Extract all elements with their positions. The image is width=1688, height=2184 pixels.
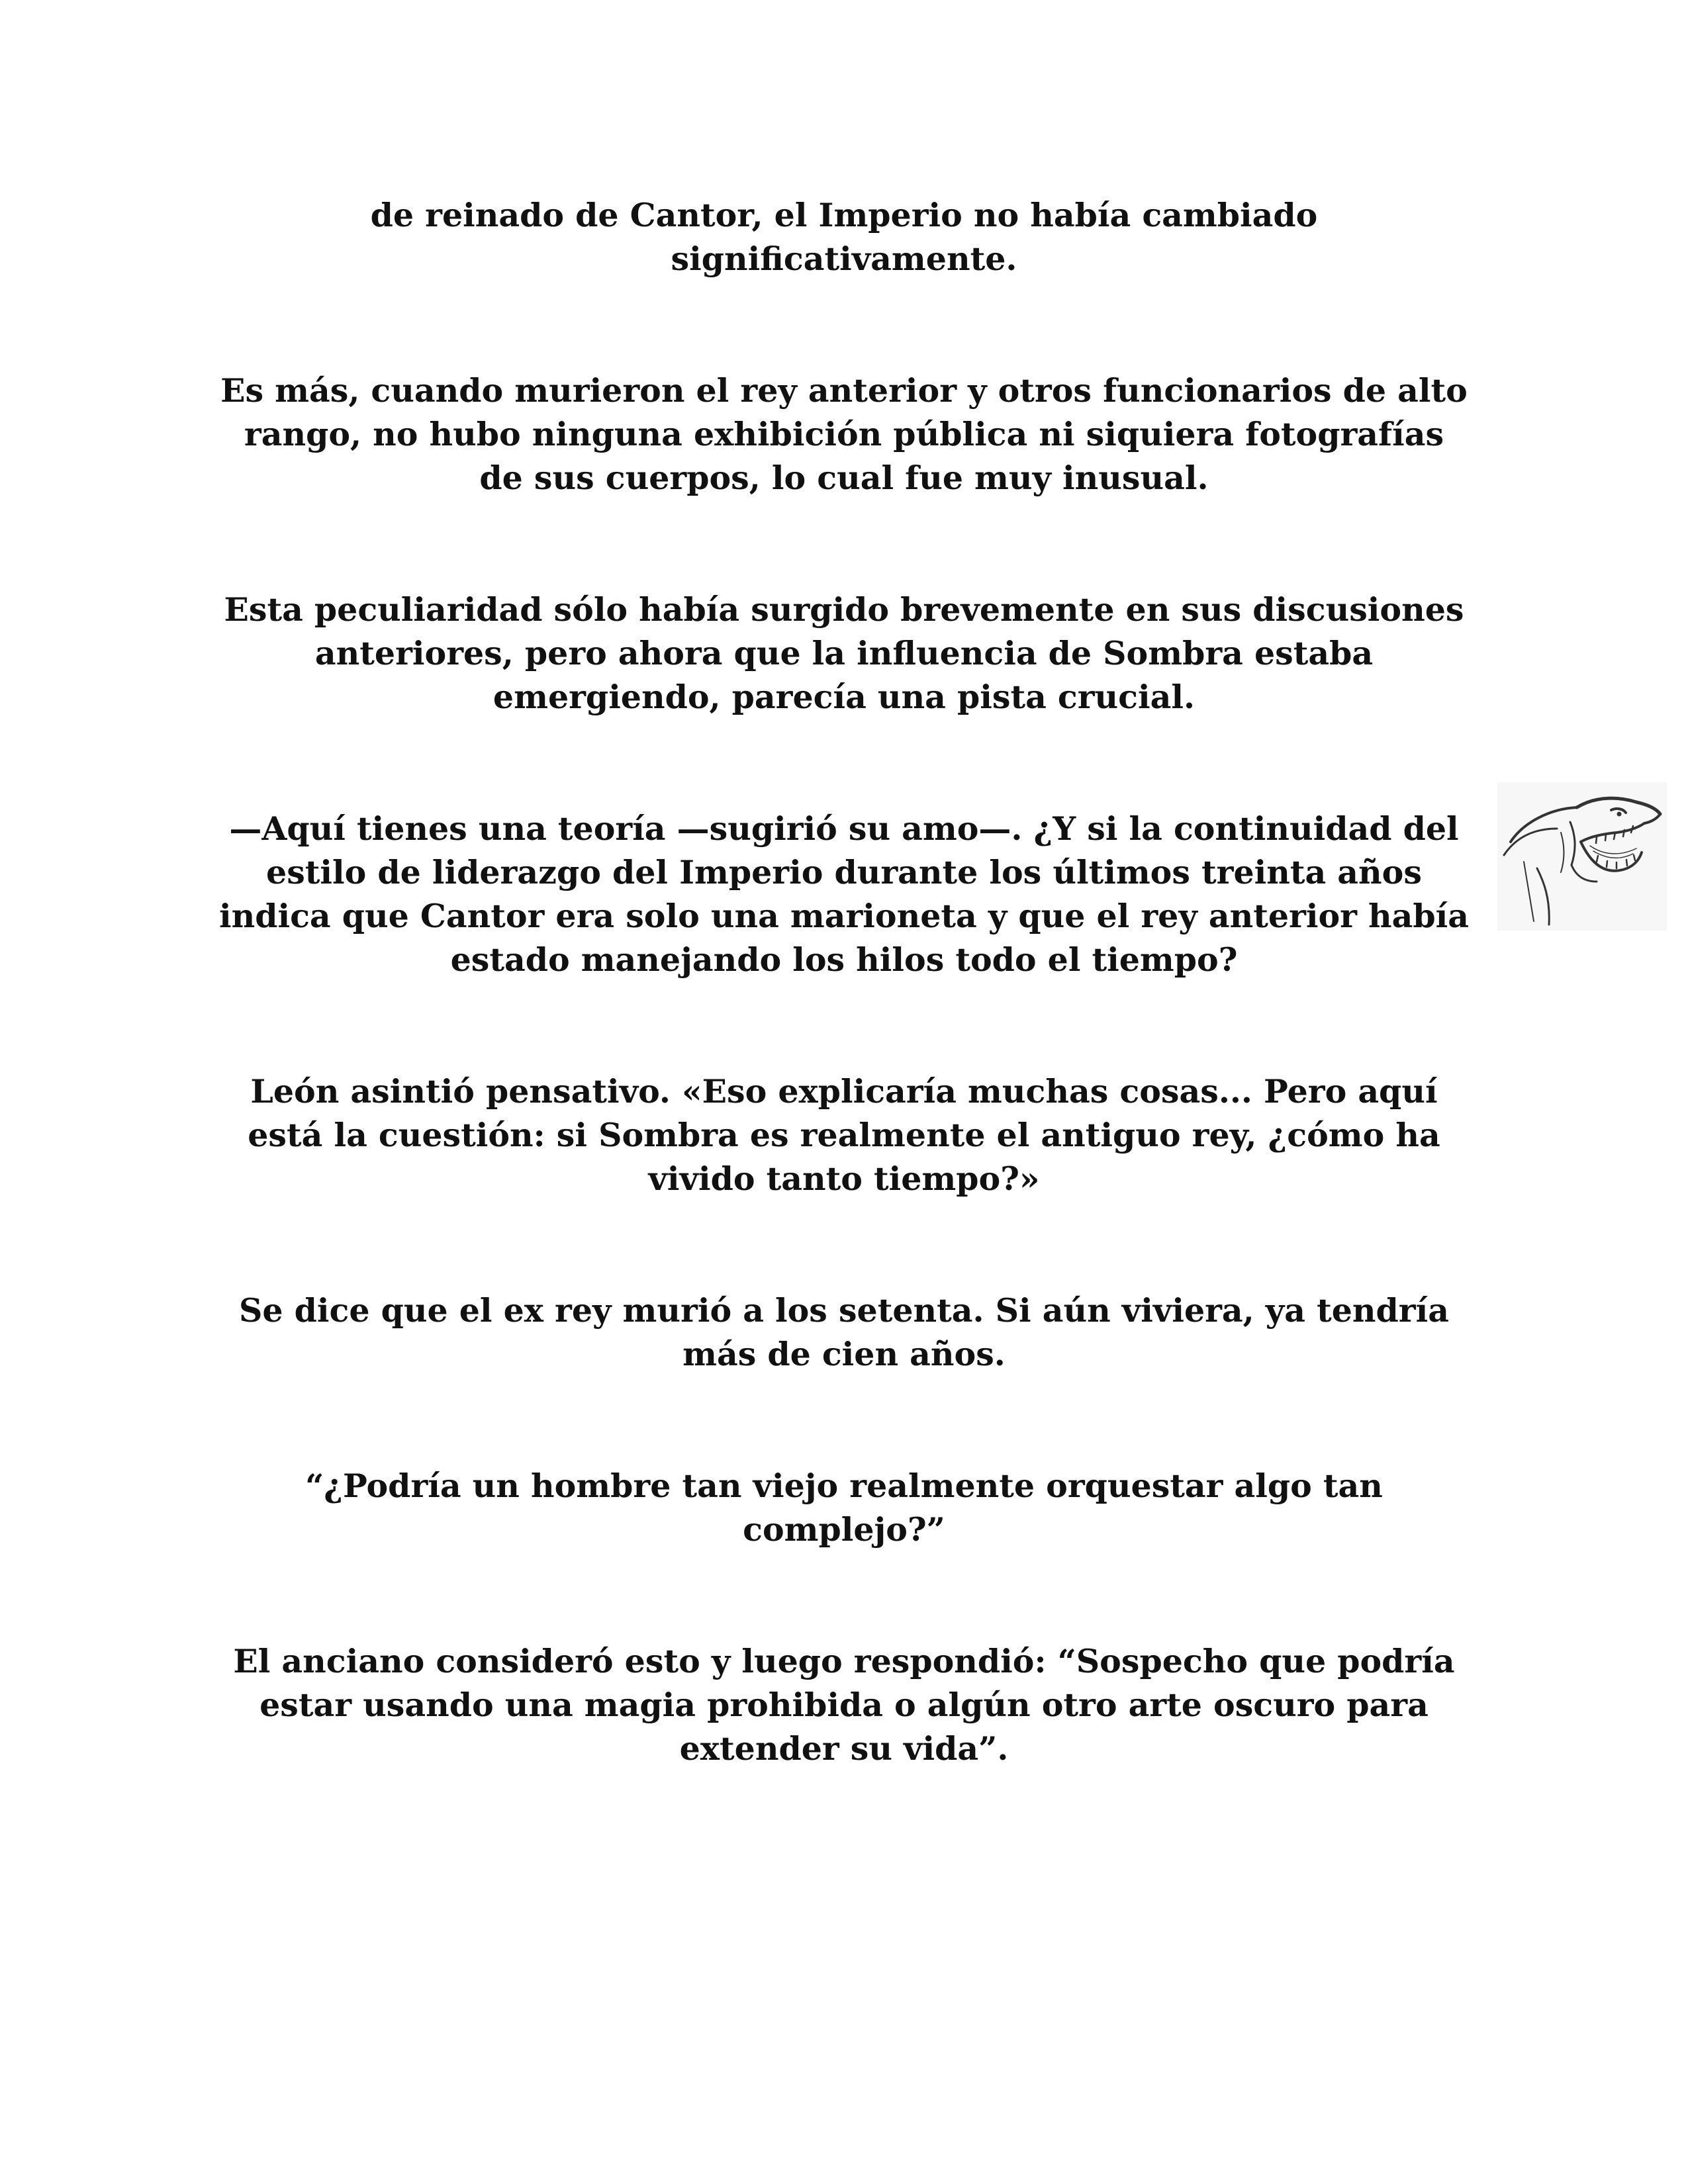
paragraph-7: “¿Podría un hombre tan viejo realmente orquestar algo tan complejo?” [305,1467,1383,1549]
paragraph-3: Esta peculiaridad sólo había surgido brevemente en sus discusiones anteriores, pero ahora que la influencia de Sombra estaba emergiendo, parecía una pista crucial. [224,590,1464,716]
paragraph-6: Se dice que el ex rey murió a los setenta. Si aún viviera, ya tendría más de cien años. [239,1291,1449,1373]
body-text [218,193,1470,1770]
paragraph-5: León asintió pensativo. «Eso explicaría muchas cosas... Pero aquí está la cuestión: si Sombra es realmente el antiguo rey, ¿cómo ha vivido tanto tiempo?» [248,1072,1440,1198]
paragraph-8: El anciano consideró esto y luego respondió: “Sospecho que podría estar usando una magia prohibida o algún otro arte oscuro para extender su vida”. [233,1642,1455,1768]
dinosaur-head-sketch-icon [1497,782,1667,931]
paragraph-2: Es más, cuando murieron el rey anterior y otros funcionarios de alto rango, no hubo ninguna exhibición pública ni siquiera fotografías de sus cuerpos, lo cual fue muy inusual. [220,371,1468,497]
paragraph-4: —Aquí tienes una teoría —sugirió su amo—. ¿Y si la continuidad del estilo de liderazgo del Imperio durante los últimos treinta años indica que Cantor era solo una marioneta y que el rey anterior había estado manejando los hilos todo el tiempo? [218,809,1470,979]
paragraph-1: de reinado de Cantor, el Imperio no había cambiado significativamente. [370,196,1318,278]
